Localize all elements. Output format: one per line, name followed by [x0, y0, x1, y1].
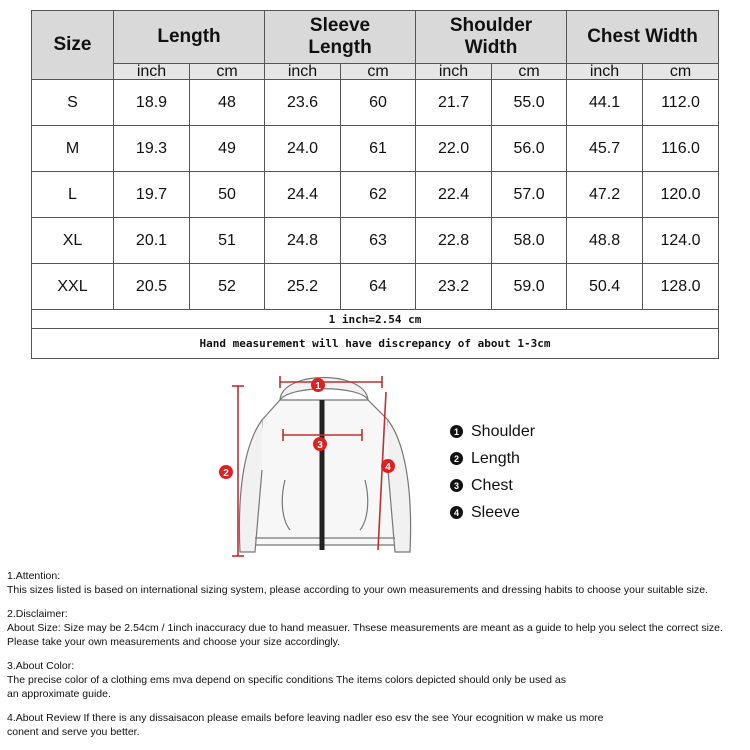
number-2-icon: 2	[450, 452, 463, 465]
value-cell: 44.1	[567, 80, 643, 126]
unit-cell: cm	[643, 64, 719, 80]
value-cell: 24.4	[265, 172, 341, 218]
note-disclaimer	[7, 607, 747, 649]
legend-item-length	[450, 445, 535, 472]
unit-cell: cm	[341, 64, 416, 80]
table-row	[32, 172, 719, 218]
legend-label: Sleeve	[471, 503, 520, 521]
value-cell: 64	[341, 264, 416, 310]
header-shoulder-width: Shoulder Width	[416, 11, 567, 64]
value-cell: 57.0	[492, 172, 567, 218]
note-line: This sizes listed is based on international sizing system, please according to your own measurements and dressing habits to choose your suitable size.	[7, 584, 708, 596]
legend-label: Length	[471, 449, 520, 467]
value-cell: 20.5	[114, 264, 190, 310]
value-cell: 48.8	[567, 218, 643, 264]
jacket-measurement-diagram	[0, 360, 750, 560]
table-row	[32, 218, 719, 264]
conversion-row	[32, 310, 719, 329]
unit-cell: inch	[265, 64, 341, 80]
value-cell: 47.2	[567, 172, 643, 218]
legend-label: Shoulder	[471, 422, 536, 440]
value-cell: 50	[190, 172, 265, 218]
value-cell: 55.0	[492, 80, 567, 126]
notes-section	[7, 569, 747, 749]
number-4-icon: 4	[450, 506, 463, 519]
number-3-icon: 3	[450, 479, 463, 492]
svg-text:3: 3	[317, 440, 323, 451]
value-cell: 52	[190, 264, 265, 310]
value-cell: 50.4	[567, 264, 643, 310]
value-cell: 24.8	[265, 218, 341, 264]
size-cell: L	[32, 172, 114, 218]
marker-1	[311, 378, 325, 392]
value-cell: 61	[341, 126, 416, 172]
legend-item-chest	[450, 472, 535, 499]
value-cell: 63	[341, 218, 416, 264]
unit-cell: inch	[114, 64, 190, 80]
value-cell: 59.0	[492, 264, 567, 310]
size-cell: M	[32, 126, 114, 172]
note-line: Please take your own measurements and choose your size accordingly.	[7, 636, 341, 648]
unit-cell: cm	[492, 64, 567, 80]
note-line: an approximate guide.	[7, 688, 111, 700]
table-row	[32, 126, 719, 172]
value-cell: 58.0	[492, 218, 567, 264]
size-cell: XL	[32, 218, 114, 264]
note-attention	[7, 569, 747, 597]
value-cell: 21.7	[416, 80, 492, 126]
svg-text:2: 2	[223, 468, 229, 479]
value-cell: 128.0	[643, 264, 719, 310]
legend-label: Chest	[471, 476, 513, 494]
svg-text:1: 1	[315, 381, 321, 392]
marker-4	[381, 459, 395, 473]
value-cell: 23.6	[265, 80, 341, 126]
value-cell: 120.0	[643, 172, 719, 218]
note-title: 4.About Review If there is any dissaisacon please emails before leaving nadler eso esv the see Your ecognition w make us more	[7, 712, 604, 724]
value-cell: 24.0	[265, 126, 341, 172]
note-line: About Size: Size may be 2.54cm / 1inch inaccuracy due to hand measuer. Thsese measurements are meant as a guide to help you select the correct size.	[7, 622, 723, 634]
value-cell: 60	[341, 80, 416, 126]
value-cell: 19.7	[114, 172, 190, 218]
value-cell: 19.3	[114, 126, 190, 172]
note-line: conent and serve you better.	[7, 726, 140, 738]
note-title: 3.About Color:	[7, 660, 75, 672]
value-cell: 112.0	[643, 80, 719, 126]
value-cell: 116.0	[643, 126, 719, 172]
value-cell: 45.7	[567, 126, 643, 172]
marker-3	[313, 437, 327, 451]
value-cell: 18.9	[114, 80, 190, 126]
note-line: The precise color of a clothing ems mva depend on specific conditions The items colors depicted should only be used as	[7, 674, 566, 686]
value-cell: 48	[190, 80, 265, 126]
value-cell: 22.4	[416, 172, 492, 218]
table-row	[32, 80, 719, 126]
measurement-legend	[450, 418, 535, 526]
header-length: Length	[114, 11, 265, 64]
header-size: Size	[32, 11, 114, 80]
value-cell: 56.0	[492, 126, 567, 172]
note-title: 1.Attention:	[7, 570, 61, 582]
number-1-icon: 1	[450, 425, 463, 438]
value-cell: 62	[341, 172, 416, 218]
legend-item-sleeve	[450, 499, 535, 526]
value-cell: 22.0	[416, 126, 492, 172]
legend-item-shoulder	[450, 418, 535, 445]
discrepancy-note: Hand measurement will have discrepancy of about 1-3cm	[32, 329, 719, 359]
size-chart-table	[31, 10, 719, 359]
header-sleeve-length: Sleeve Length	[265, 11, 416, 64]
table-row	[32, 264, 719, 310]
size-cell: S	[32, 80, 114, 126]
value-cell: 20.1	[114, 218, 190, 264]
unit-cell: cm	[190, 64, 265, 80]
unit-cell: inch	[416, 64, 492, 80]
note-review	[7, 711, 747, 739]
unit-row	[32, 64, 719, 80]
conversion-note: 1 inch=2.54 cm	[32, 310, 719, 329]
value-cell: 124.0	[643, 218, 719, 264]
value-cell: 23.2	[416, 264, 492, 310]
discrepancy-row	[32, 329, 719, 359]
value-cell: 49	[190, 126, 265, 172]
value-cell: 25.2	[265, 264, 341, 310]
svg-text:4: 4	[385, 462, 391, 473]
note-color	[7, 659, 747, 701]
value-cell: 51	[190, 218, 265, 264]
marker-2	[219, 465, 233, 479]
size-cell: XXL	[32, 264, 114, 310]
header-chest-width: Chest Width	[567, 11, 719, 64]
unit-cell: inch	[567, 64, 643, 80]
header-row	[32, 11, 719, 64]
note-title: 2.Disclaimer:	[7, 608, 68, 620]
value-cell: 22.8	[416, 218, 492, 264]
